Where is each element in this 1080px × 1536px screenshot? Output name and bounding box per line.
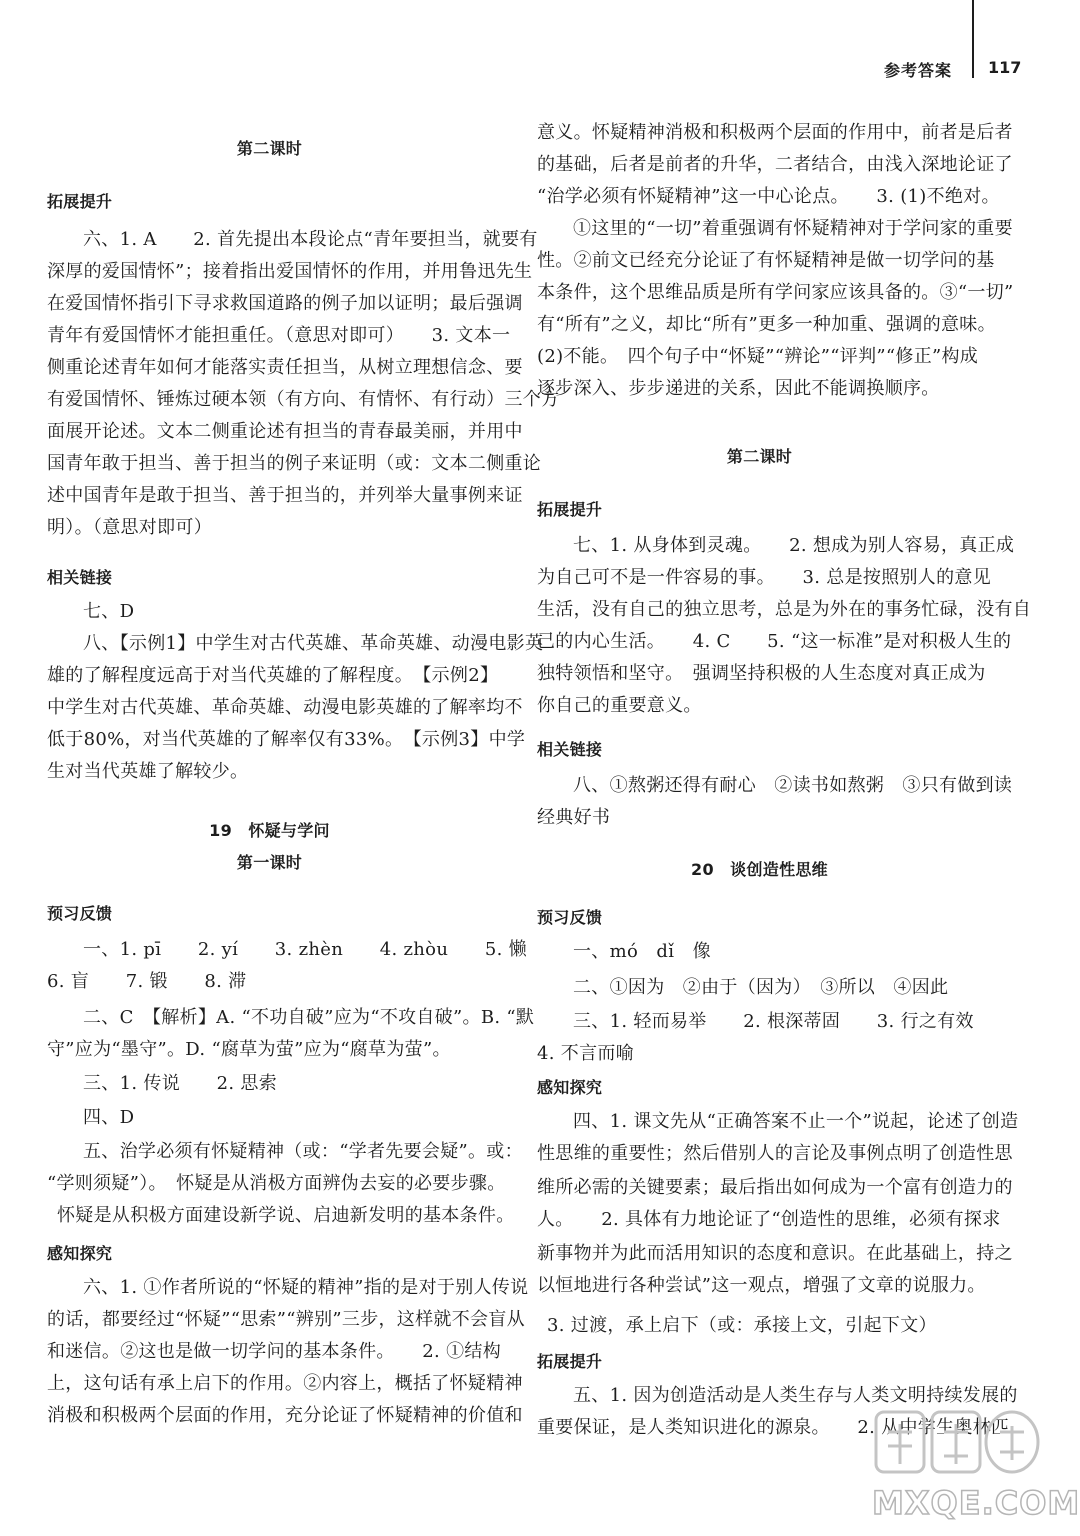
answer-line: 五、1. 因为创造活动是人类生存与人类文明持续发展的 xyxy=(573,1385,1018,1406)
section-heading: 拓展提升 xyxy=(537,500,603,519)
chapter-title: 20 谈创造性思维 xyxy=(691,860,828,879)
answer-line: 上，这句话有承上启下的作用。②内容上，概括了怀疑精神 xyxy=(47,1373,523,1394)
answer-line: 深厚的爱国情怀”；接着指出爱国情怀的作用，并用鲁迅先生 xyxy=(47,261,533,282)
answer-line: 六、1. ①作者所说的“怀疑的精神”指的是对于别人传说 xyxy=(83,1277,529,1298)
answer-line: 的基础，后者是前者的升华，二者结合，由浅入深地论证了 xyxy=(537,154,1013,175)
answer-line: 性思维的重要性；然后借别人的言论及事例点明了创造性思 xyxy=(537,1143,1013,1164)
answer-line: 生活，没有自己的独立思考，总是为外在的事务忙碌，没有自 xyxy=(537,599,1032,620)
answer-line: 己的内心生活。 4. C 5. “这一标准”是对积极人生的 xyxy=(537,631,1012,652)
answer-line: 逐步深入、步步递进的关系，因此不能调换顺序。 xyxy=(537,378,940,399)
answer-line: 有“所有”之义，却比“所有”更多一种加重、强调的意味。 xyxy=(537,314,996,335)
answer-line: 低于80%，对当代英雄的了解率仅有33%。 【示例3】中学 xyxy=(47,729,526,750)
answer-line: 明）。（意思对即可） xyxy=(47,517,212,538)
answer-line: 侧重论述青年如何才能落实责任担当，从树立理想信念、要 xyxy=(47,357,523,378)
answer-line: 重要保证，是人类知识进化的源泉。 2. 从中学生奥林匹 xyxy=(537,1417,1010,1438)
section-heading: 预习反馈 xyxy=(47,904,113,923)
answer-line: 三、1. 轻而易举 2. 根深蒂固 3. 行之有效 xyxy=(573,1011,974,1032)
answer-line: 本条件，这个思维品质是所有学问家应该具备的。③“一切” xyxy=(537,282,1014,303)
answer-line: 一、1. pī 2. yí 3. zhèn 4. zhòu 5. 懒 xyxy=(83,939,527,960)
answer-line: 意义。怀疑精神消极和积极两个层面的作用中，前者是后者 xyxy=(537,122,1013,143)
answer-line: 国青年敢于担当、善于担当的例子来证明（或：文本二侧重论 xyxy=(47,453,542,474)
answer-line: 八、【示例1】中学生对古代英雄、革命英雄、动漫电影英 xyxy=(83,633,544,654)
answer-line: 生对当代英雄了解较少。 xyxy=(47,761,249,782)
section-heading: 相关链接 xyxy=(47,568,113,587)
answer-line: 和迷信。②这也是做一切学问的基本条件。 2. ①结构 xyxy=(47,1341,501,1362)
page-number: 117 xyxy=(988,58,1022,77)
section-heading: 拓展提升 xyxy=(47,192,113,211)
answer-line: 三、1. 传说 2. 思索 xyxy=(83,1073,277,1094)
answer-line: 新事物并为此而活用知识的态度和意识。在此基础上，持之 xyxy=(537,1243,1013,1264)
answer-line: 中学生对古代英雄、革命英雄、动漫电影英雄的了解率均不 xyxy=(47,697,523,718)
answer-line: 有爱国情怀、锤炼过硬本领（有方向、有情怀、有行动）三个方 xyxy=(47,389,560,410)
answer-line: 的话，都要经过“怀疑”“思索”“辨别”三步，这样就不会盲从 xyxy=(47,1309,525,1330)
header-divider xyxy=(972,0,974,78)
answer-line: 述中国青年是敢于担当、善于担当的，并列举大量事例来证 xyxy=(47,485,523,506)
answer-line: 消极和积极两个层面的作用，充分论证了怀疑精神的价值和 xyxy=(47,1405,523,1426)
answer-line: 独特领悟和坚守。 强调坚持积极的人生态度对真正成为 xyxy=(537,663,986,684)
answer-line: 维所必需的关键要素；最后指出如何成为一个富有创造力的 xyxy=(537,1177,1013,1198)
watermark-logo xyxy=(872,1406,1080,1530)
watermark-badge-icon xyxy=(872,1406,1042,1486)
section-heading: 拓展提升 xyxy=(537,1352,603,1371)
answer-line: ①这里的“一切”着重强调有怀疑精神对于学问家的重要 xyxy=(573,218,1013,239)
answer-line: 二、C 【解析】A. “不功自破”应为“不攻自破”。B. “默 xyxy=(83,1007,535,1028)
answer-line: 人。 2. 具体有力地论证了“创造性的思维，必须有探求 xyxy=(537,1209,1001,1230)
answer-line: 七、1. 从身体到灵魂。 2. 想成为别人容易，真正成 xyxy=(573,535,1015,556)
section-heading: 预习反馈 xyxy=(537,908,603,927)
answer-line: 性。②前文已经充分论证了有怀疑精神是做一切学问的基 xyxy=(537,250,995,271)
watermark-text: MXQE.COM xyxy=(872,1484,1080,1522)
answer-line: 七、D xyxy=(83,601,135,622)
answer-line: 四、D xyxy=(83,1107,135,1128)
answer-line: 雄的了解程度远高于对当代英雄的了解程度。 【示例2】 xyxy=(47,665,499,686)
answer-line: 二、①因为 ②由于（因为） ③所以 ④因此 xyxy=(573,977,949,998)
answer-line: 你自己的重要意义。 xyxy=(537,695,702,716)
answer-line: “学则须疑”）。 怀疑是从消极方面辨伪去妄的必要步骤。 xyxy=(47,1173,506,1194)
answer-line: 一、mó dǐ 像 xyxy=(573,941,711,962)
section-heading: 相关链接 xyxy=(537,740,603,759)
lesson-title: 第一课时 xyxy=(236,853,303,872)
answer-line: 为自己可不是一件容易的事。 3. 总是按照别人的意见 xyxy=(537,567,991,588)
answer-line: 青年有爱国情怀才能担重任。（意思对即可） 3. 文本一 xyxy=(47,325,511,346)
section-heading: 感知探究 xyxy=(47,1244,113,1263)
answer-line: 守”应为“墨守”。D. “腐草为萤”应为“腐草为萤”。 xyxy=(47,1039,451,1060)
answer-line: 经典好书 xyxy=(537,807,611,828)
answer-line: 怀疑是从积极方面建设新学说、启迪新发明的基本条件。 xyxy=(57,1205,515,1226)
answer-line: 面展开论述。文本二侧重论述有担当的青春最美丽，并用中 xyxy=(47,421,523,442)
lesson-title: 第二课时 xyxy=(236,139,303,158)
answer-line: “治学必须有怀疑精神”这一中心论点。 3. (1)不绝对。 xyxy=(537,186,1000,207)
answer-line: 4. 不言而喻 xyxy=(537,1043,634,1064)
lesson-title: 第二课时 xyxy=(726,447,793,466)
answer-line: (2)不能。 四个句子中“怀疑”“辨论”“评判”“修正”构成 xyxy=(537,346,979,367)
answer-line: 八、①熬粥还得有耐心 ②读书如熬粥 ③只有做到读 xyxy=(573,775,1013,796)
answer-line: 六、1. A 2. 首先提出本段论点“青年要担当，就要有 xyxy=(83,229,538,250)
chapter-title: 19 怀疑与学问 xyxy=(209,821,330,840)
answer-line: 四、1. 课文先从“正确答案不止一个”说起，论述了创造 xyxy=(573,1111,1019,1132)
header-title: 参考答案 xyxy=(884,61,953,80)
section-heading: 感知探究 xyxy=(537,1078,603,1097)
answer-line: 3. 过渡，承上启下（或：承接上文，引起下文） xyxy=(547,1315,937,1336)
answer-line: 在爱国情怀指引下寻求救国道路的例子加以证明；最后强调 xyxy=(47,293,523,314)
answer-line: 6. 盲 7. 锻 8. 滞 xyxy=(47,971,247,992)
answer-line: 五、治学必须有怀疑精神（或：“学者先要会疑”。或： xyxy=(83,1141,523,1162)
answer-line: 以恒地进行各种尝试”这一观点，增强了文章的说服力。 xyxy=(537,1275,986,1296)
